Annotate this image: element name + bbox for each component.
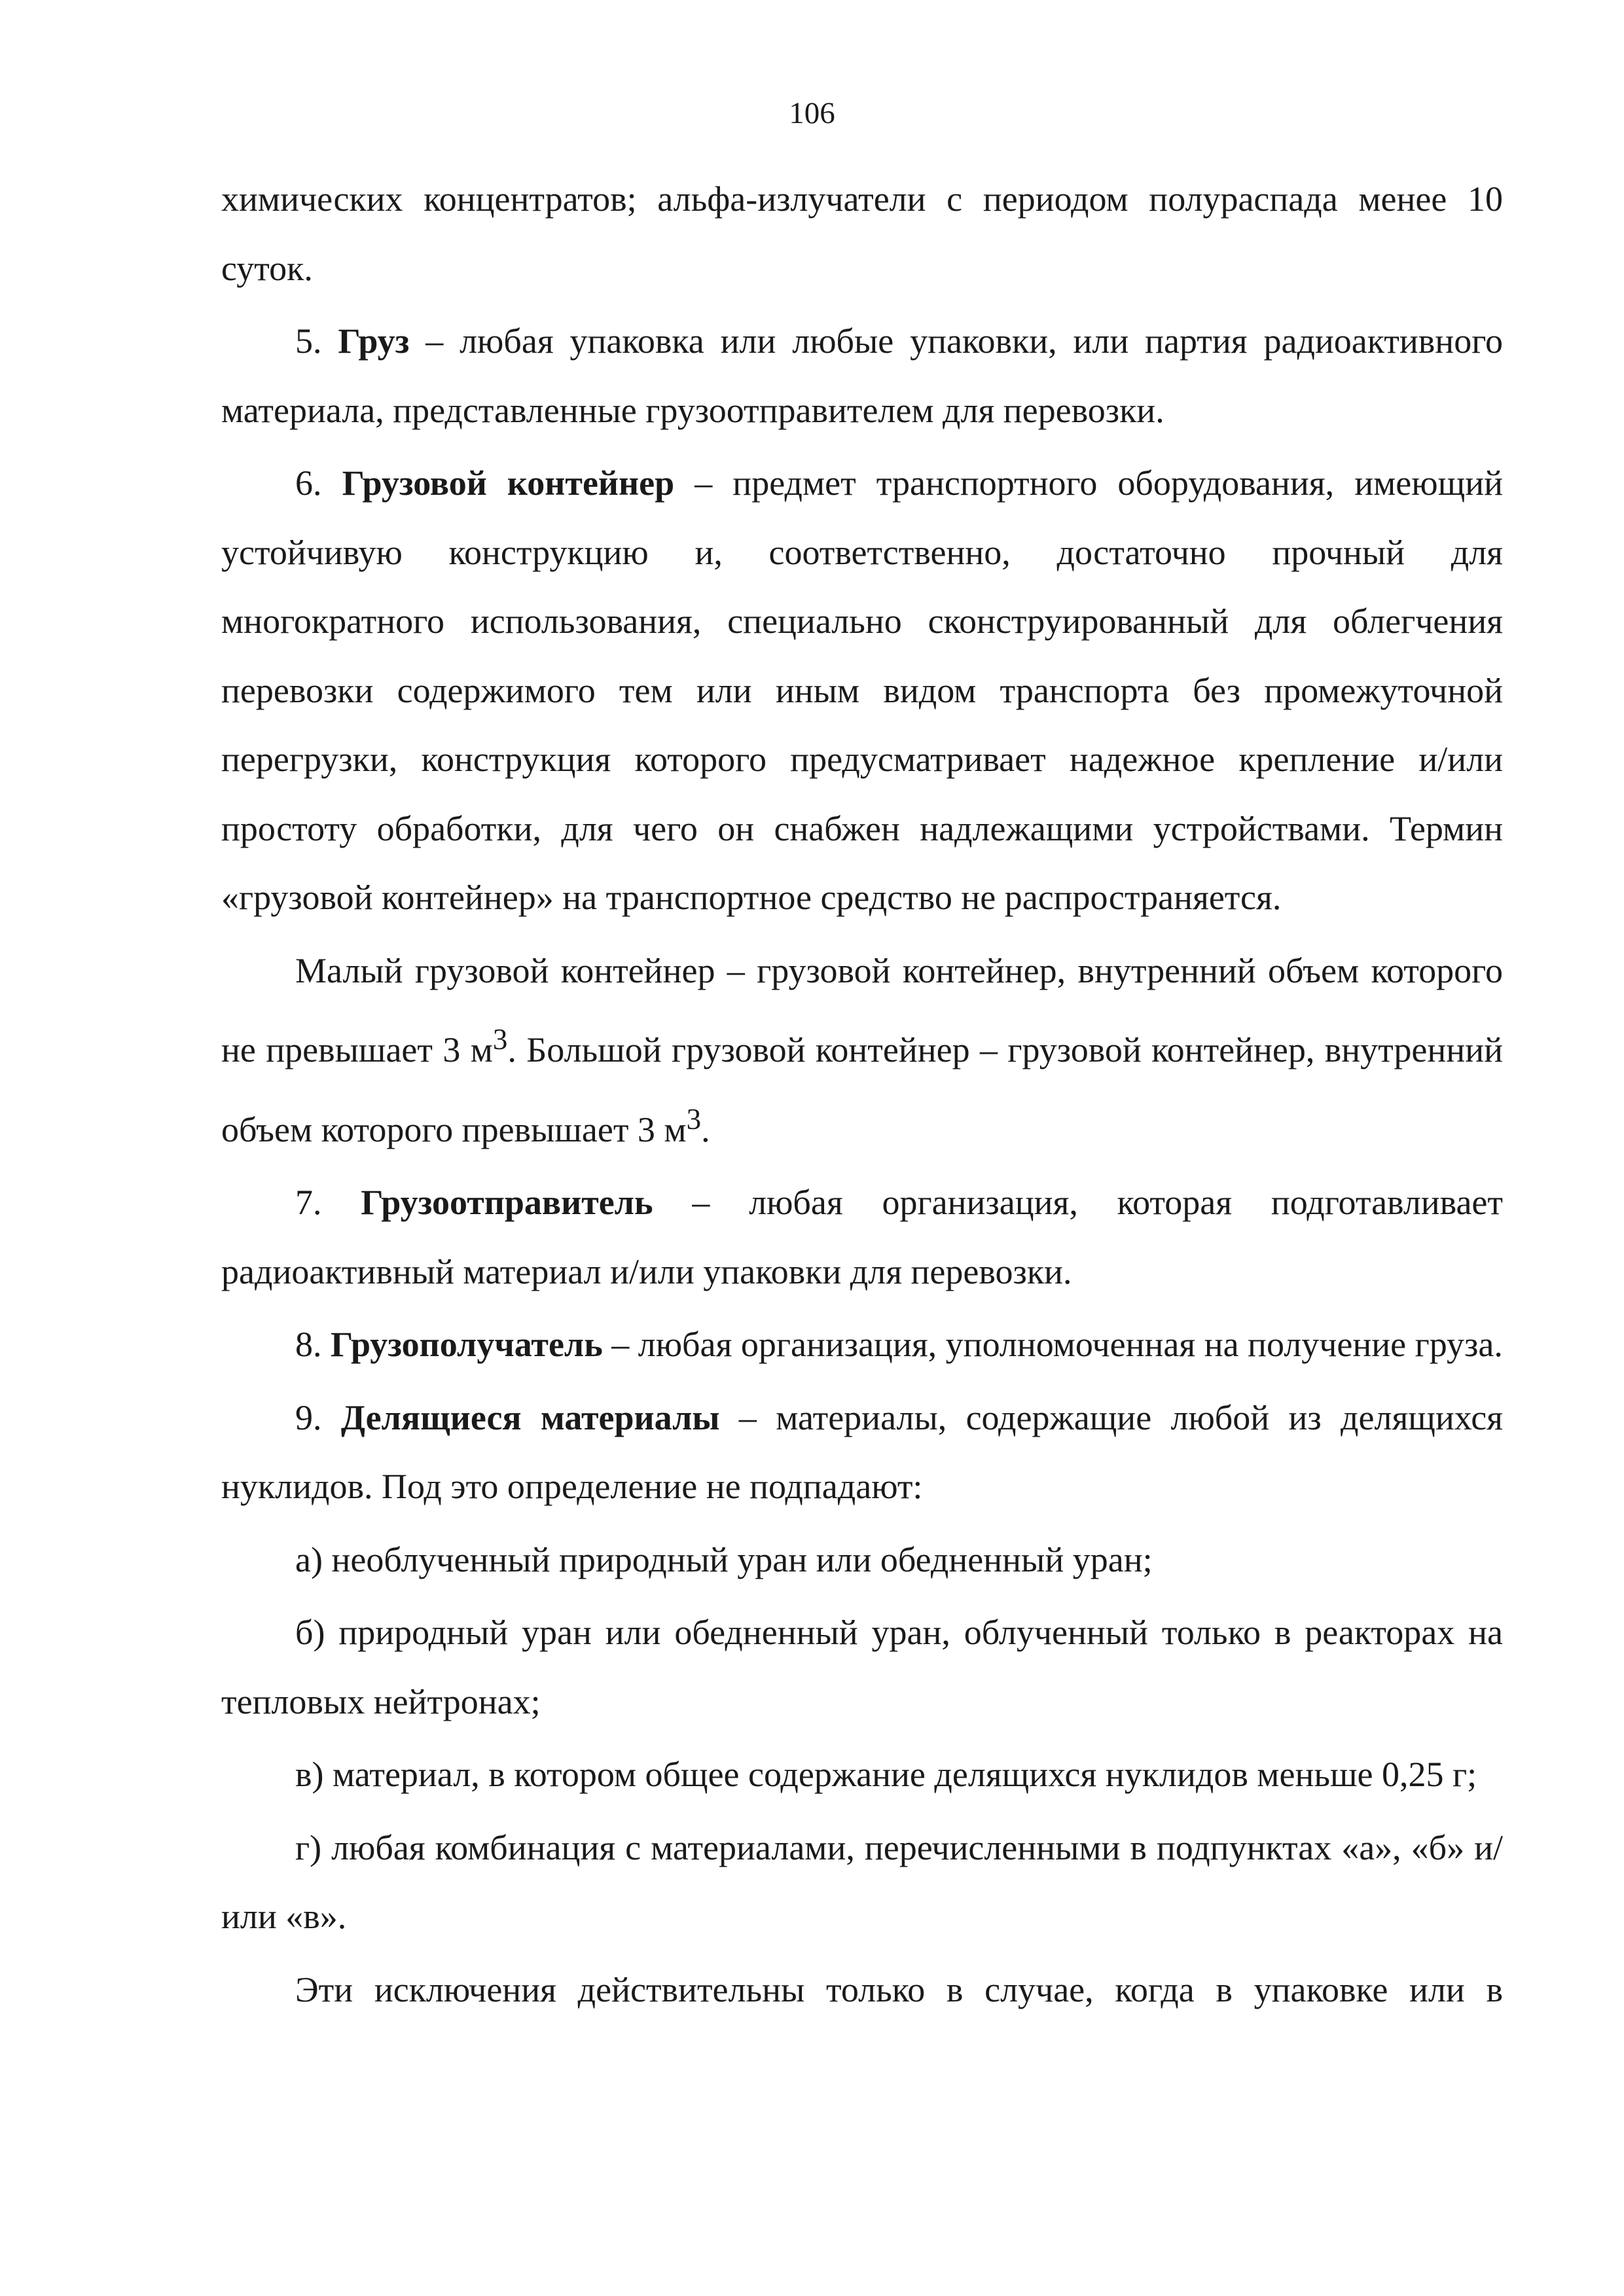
body-text — [221, 165, 1503, 2024]
definition-term: Груз — [338, 321, 410, 361]
list-item-a: а) необлученный природный уран или обедненный уран; — [295, 1539, 1153, 1579]
definition-text: – любая организация, уполномоченная на получение груза. — [602, 1325, 1503, 1364]
definition-text: – любая организация, которая подготавливает радиоактивный материал и/или упаковки для перевозки. — [221, 1183, 1503, 1291]
definition-text: – любая упаковка или любые упаковки, или партия радиоактивного материала, представленные грузоотправителем для перевозки. — [221, 321, 1503, 430]
paragraph-text: . Большой грузовой контейнер – грузовой контейнер, внутренний объем которого превышает 3 м — [221, 1030, 1503, 1149]
definition-fissile-material — [221, 1384, 1503, 1522]
paragraph-text: . — [701, 1109, 710, 1149]
definition-term: Грузоотправитель — [361, 1183, 653, 1222]
paragraph-container-sizes — [221, 937, 1503, 1165]
page-number: 106 — [789, 96, 835, 130]
paragraph-continuation: химических концентратов; альфа-излучатели с периодом полураспада менее 10 суток. — [221, 179, 1503, 288]
definition-term: Грузополучатель — [331, 1325, 603, 1364]
definition-number: 7. — [295, 1183, 361, 1222]
definition-number: 6. — [295, 463, 342, 503]
definition-number: 5. — [295, 321, 338, 361]
list-item-g: г) любая комбинация с материалами, перечисленными в подпунктах «а», «б» и/или «в». — [221, 1827, 1503, 1936]
definition-number: 9. — [295, 1397, 341, 1437]
definition-text: – предмет транспортного оборудования, имеющий устойчивую конструкцию и, соответственно, достаточно прочный для многократного использования, специально сконструированный для облегчения перевозки содержимого тем или иным видом транспорта без промежуточной перегрузки, конструкция которого предусматривает надежное крепление и/или простоту обработки, для чего он снабжен надлежащими устройствами. Термин «грузовой контейнер» на транспортное средство не распространяется. — [221, 463, 1503, 917]
definition-consignee — [221, 1310, 1503, 1380]
definition-consignor — [221, 1168, 1503, 1306]
list-item-v: в) материал, в котором общее содержание делящихся нуклидов меньше 0,25 г; — [295, 1755, 1477, 1794]
superscript: 3 — [492, 1023, 508, 1056]
paragraph-exceptions: Эти исключения действительны только в случае, когда в упаковке или в — [295, 1969, 1503, 2009]
definition-text: – материалы, содержащие любой из делящихся нуклидов. Под это определение не подпадают: — [221, 1397, 1504, 1506]
definition-number: 8. — [295, 1325, 331, 1364]
superscript: 3 — [686, 1102, 702, 1136]
definition-cargo — [221, 307, 1503, 445]
definition-term: Грузовой контейнер — [342, 463, 675, 503]
paragraph-text: Малый грузовой контейнер – грузовой контейнер, внутренний объем которого не превышает 3 м — [221, 950, 1503, 1069]
definition-term: Делящиеся материалы — [340, 1397, 720, 1437]
definition-freight-container — [221, 449, 1503, 933]
list-item-b: б) природный уран или обедненный уран, облученный только в реакторах на тепловых нейтронах; — [221, 1613, 1503, 1721]
